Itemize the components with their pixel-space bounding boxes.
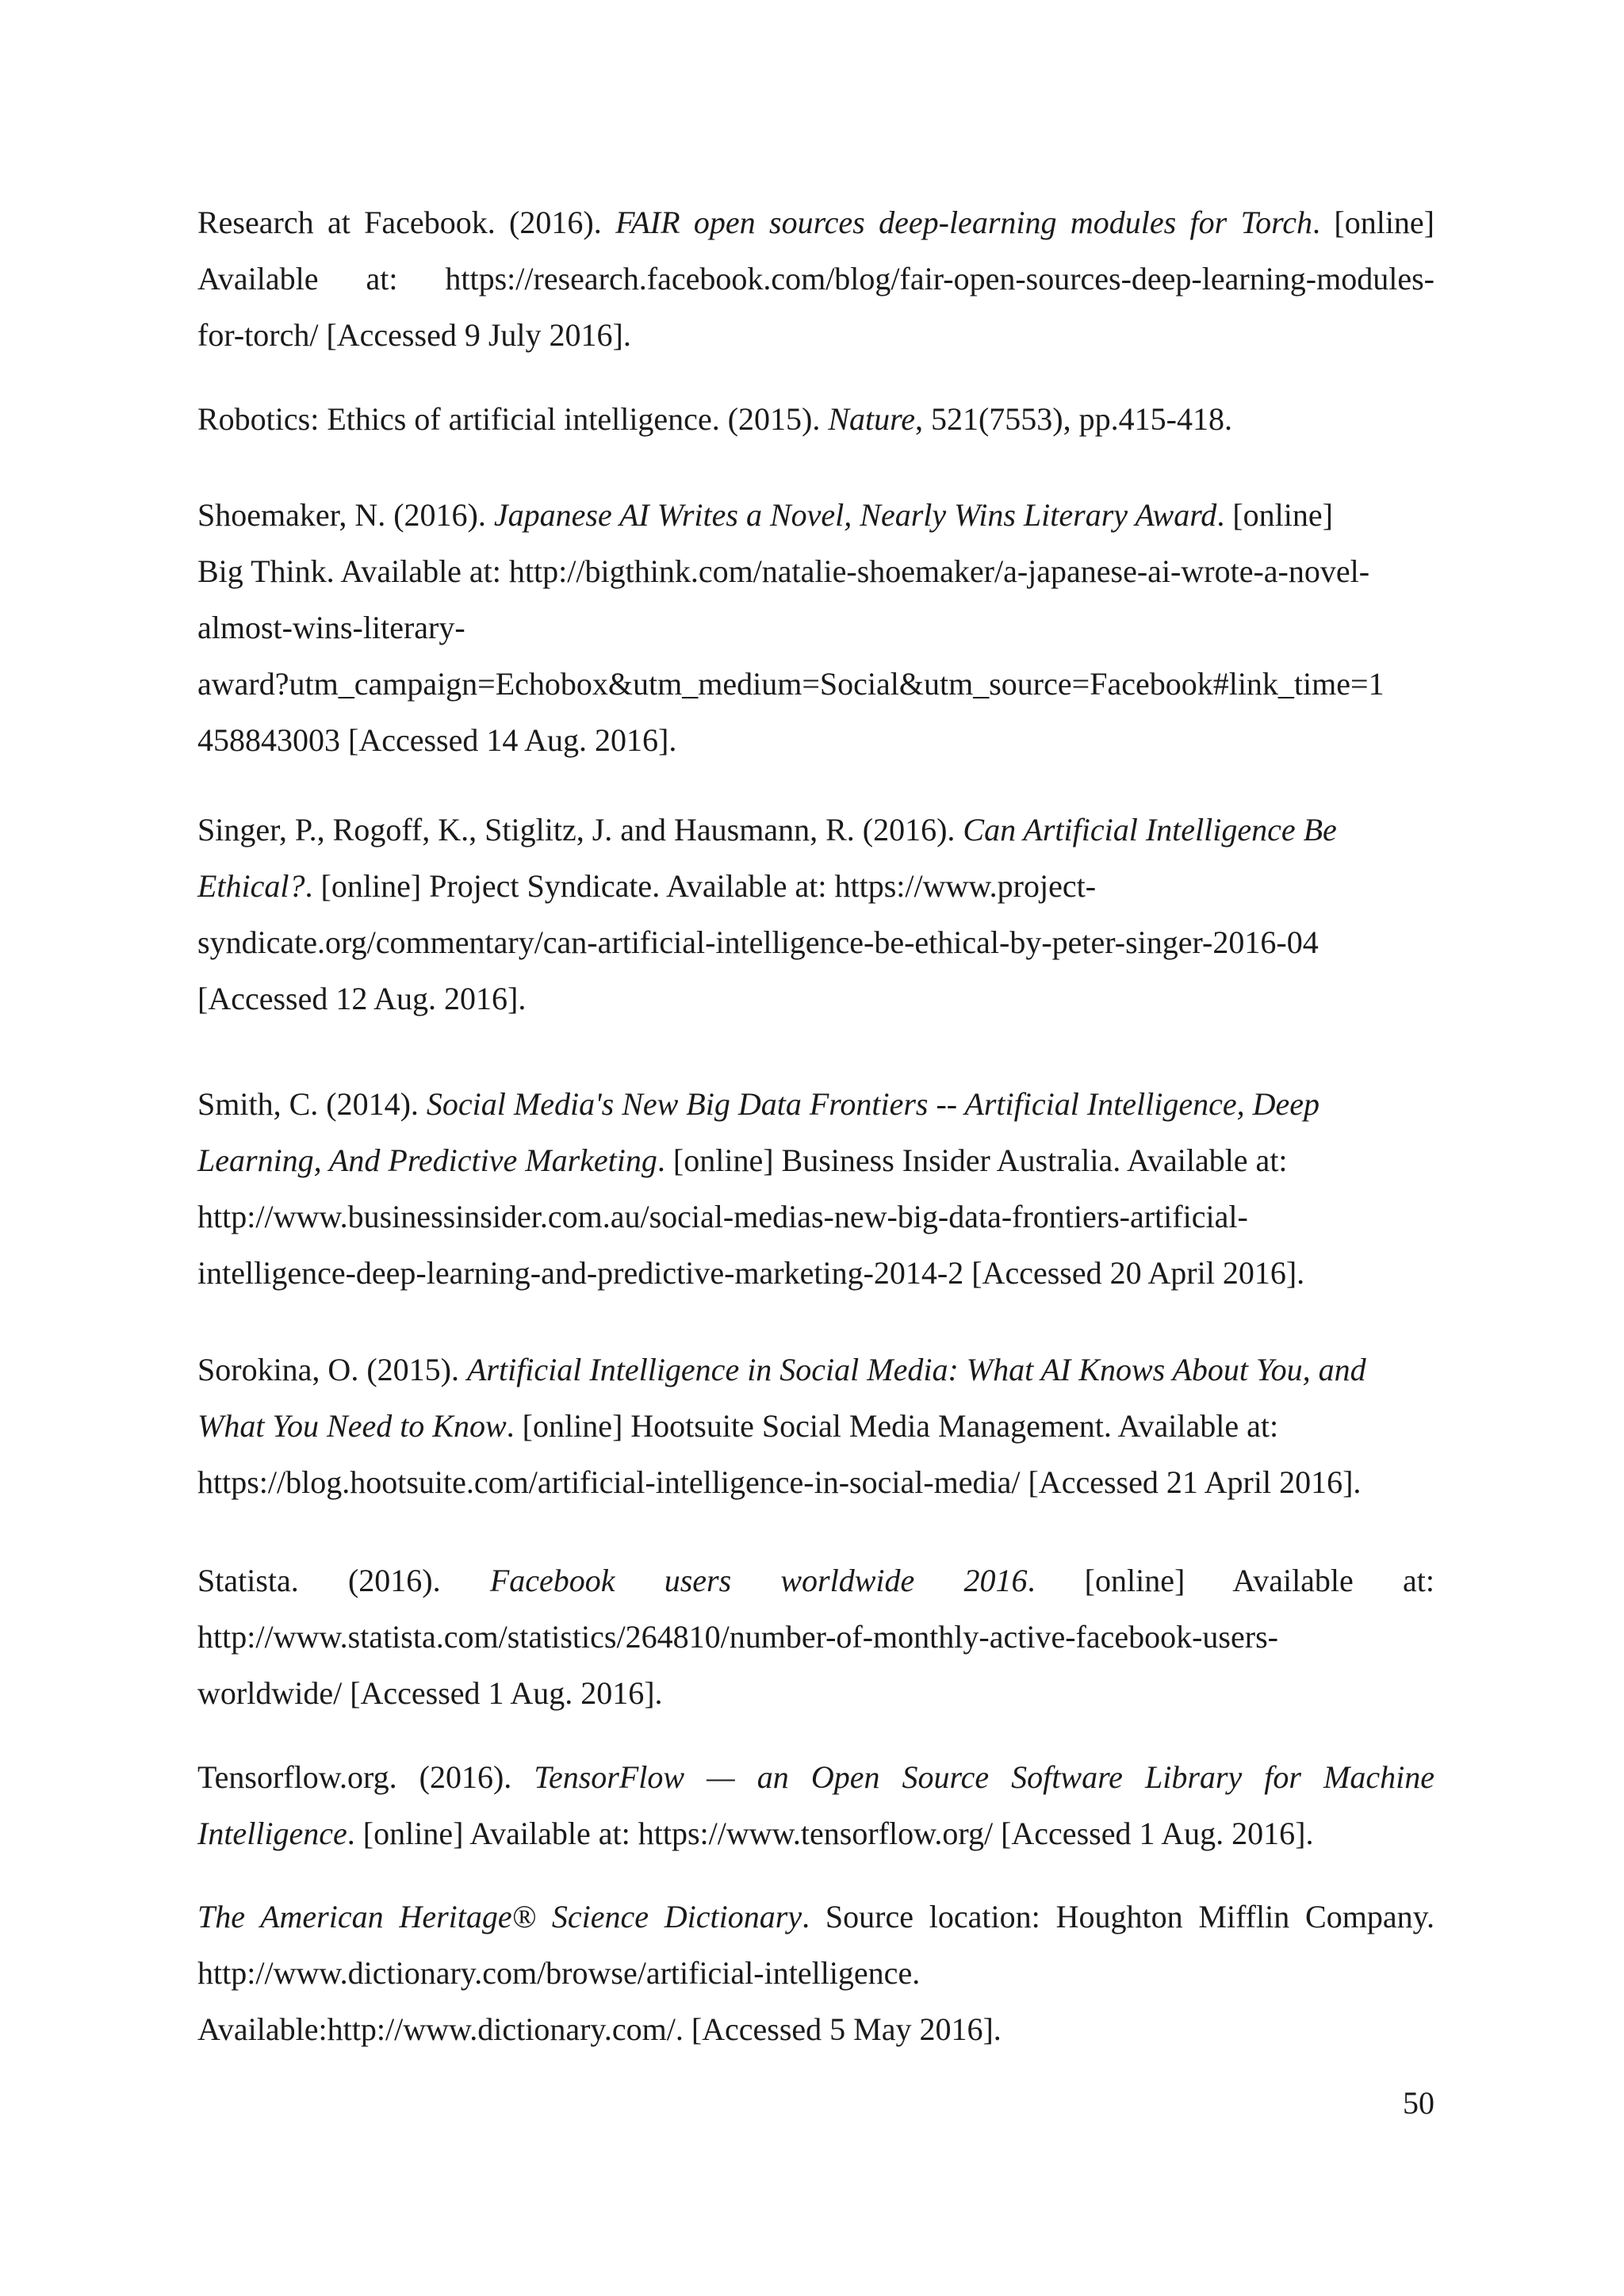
reference-text: 458843003 [Accessed 14 Aug. 2016]. — [197, 722, 677, 758]
reference-line — [197, 802, 1434, 858]
reference-text: almost-wins-literary- — [197, 610, 465, 645]
reference-line — [197, 1805, 1434, 1862]
reference-text: . [online] — [1216, 497, 1333, 533]
reference-text: Available at: https://research.facebook.com/blog/fair-open-sources-deep-learning-modules- — [197, 261, 1434, 297]
reference-title: FAIR open sources deep-learning modules for Torch — [615, 205, 1313, 240]
reference-text: . [online] Available at: https://www.tensorflow.org/ [Accessed 1 Aug. 2016]. — [347, 1816, 1314, 1851]
reference-title: Intelligence — [197, 1816, 347, 1851]
reference-line — [197, 543, 1434, 599]
reference-line — [197, 1132, 1434, 1188]
reference-text: . [online] Hootsuite Social Media Management. Available at: — [506, 1408, 1279, 1444]
reference-text: https://blog.hootsuite.com/artificial-intelligence-in-social-media/ [Accessed 21 April 2016]. — [197, 1464, 1362, 1500]
reference-text: worldwide/ [Accessed 1 Aug. 2016]. — [197, 1675, 663, 1711]
reference-line — [197, 1749, 1434, 1805]
reference-line — [197, 712, 1434, 768]
reference-entry — [197, 1076, 1434, 1301]
reference-text: Available:http://www.dictionary.com/. [Accessed 5 May 2016]. — [197, 2011, 1002, 2047]
reference-text: [Accessed 12 Aug. 2016]. — [197, 981, 527, 1016]
reference-text: Shoemaker, N. (2016). — [197, 497, 494, 533]
reference-line — [197, 914, 1434, 970]
reference-title: The American Heritage® Science Dictionary — [197, 1899, 802, 1934]
reference-line — [197, 487, 1434, 543]
reference-line — [197, 1188, 1434, 1245]
reference-title: Social Media's New Big Data Frontiers -- Artificial Intelligence, Deep — [426, 1086, 1320, 1122]
reference-line — [197, 1454, 1434, 1510]
page-number: 50 — [1403, 2085, 1434, 2121]
reference-text: http://www.statista.com/statistics/264810/number-of-monthly-active-facebook-users- — [197, 1619, 1278, 1655]
reference-line — [197, 1609, 1434, 1665]
reference-entry — [197, 1341, 1434, 1510]
reference-line — [197, 307, 1434, 363]
reference-text: . Source location: Houghton Mifflin Company. — [802, 1899, 1434, 1934]
reference-text: Big Think. Available at: http://bigthink.com/natalie-shoemaker/a-japanese-ai-wrote-a-novel- — [197, 553, 1370, 589]
reference-entry — [197, 194, 1434, 363]
reference-title: What You Need to Know — [197, 1408, 507, 1444]
reference-title: Artificial Intelligence in Social Media: What AI Knows About You, and — [466, 1352, 1366, 1387]
reference-title: Can Artificial Intelligence Be — [963, 812, 1337, 848]
reference-text: . [online] Project Syndicate. Available at: https://www.project- — [304, 868, 1097, 904]
reference-line — [197, 391, 1434, 447]
reference-line — [197, 970, 1434, 1027]
reference-text: award?utm_campaign=Echobox&utm_medium=Social&utm_source=Facebook#link_time=1 — [197, 666, 1385, 702]
reference-text: . [online] — [1312, 205, 1435, 240]
reference-line — [197, 1888, 1434, 1945]
reference-line — [197, 1398, 1434, 1454]
reference-entry — [197, 1552, 1434, 1721]
reference-line — [197, 1076, 1434, 1132]
reference-line — [197, 2001, 1434, 2057]
reference-entry — [197, 1888, 1434, 2057]
reference-line — [197, 1945, 1434, 2001]
reference-line — [197, 599, 1434, 656]
reference-title: TensorFlow — an Open Source Software Library for Machine — [534, 1759, 1434, 1795]
reference-text: Research at Facebook. (2016). — [197, 205, 616, 240]
reference-line — [197, 1552, 1434, 1609]
reference-title: Learning, And Predictive Marketing — [197, 1142, 657, 1178]
reference-line — [197, 194, 1434, 251]
reference-title: Nature — [828, 401, 915, 437]
reference-text: intelligence-deep-learning-and-predictive-marketing-2014-2 [Accessed 20 April 2016]. — [197, 1255, 1305, 1291]
reference-text: Singer, P., Rogoff, K., Stiglitz, J. and Hausmann, R. (2016). — [197, 812, 963, 848]
reference-entry — [197, 1749, 1434, 1862]
reference-line — [197, 858, 1434, 914]
reference-line — [197, 1665, 1434, 1721]
reference-text: Statista. (2016). — [197, 1563, 490, 1598]
reference-line — [197, 1341, 1434, 1398]
reference-text: for-torch/ [Accessed 9 July 2016]. — [197, 317, 631, 353]
reference-text: Sorokina, O. (2015). — [197, 1352, 467, 1387]
reference-line — [197, 251, 1434, 307]
reference-text: , 521(7553), pp.415-418. — [914, 401, 1232, 437]
reference-entry — [197, 391, 1434, 447]
reference-text: Robotics: Ethics of artificial intelligence. (2015). — [197, 401, 829, 437]
reference-text: http://www.businessinsider.com.au/social-medias-new-big-data-frontiers-artificial- — [197, 1199, 1248, 1234]
reference-text: . [online] Available at: — [1027, 1563, 1434, 1598]
reference-entry — [197, 802, 1434, 1027]
reference-text: syndicate.org/commentary/can-artificial-intelligence-be-ethical-by-peter-singer-2016-04 — [197, 924, 1319, 960]
reference-title: Facebook users worldwide 2016 — [489, 1563, 1028, 1598]
reference-title: Japanese AI Writes a Novel, Nearly Wins Literary Award — [493, 497, 1217, 533]
reference-line — [197, 1245, 1434, 1301]
reference-title: Ethical? — [197, 868, 305, 904]
reference-text: http://www.dictionary.com/browse/artificial-intelligence. — [197, 1955, 921, 1991]
reference-text: Tensorflow.org. (2016). — [197, 1759, 534, 1795]
reference-text: Smith, C. (2014). — [197, 1086, 427, 1122]
reference-line — [197, 656, 1434, 712]
reference-entry — [197, 487, 1434, 768]
reference-text: . [online] Business Insider Australia. Available at: — [657, 1142, 1288, 1178]
